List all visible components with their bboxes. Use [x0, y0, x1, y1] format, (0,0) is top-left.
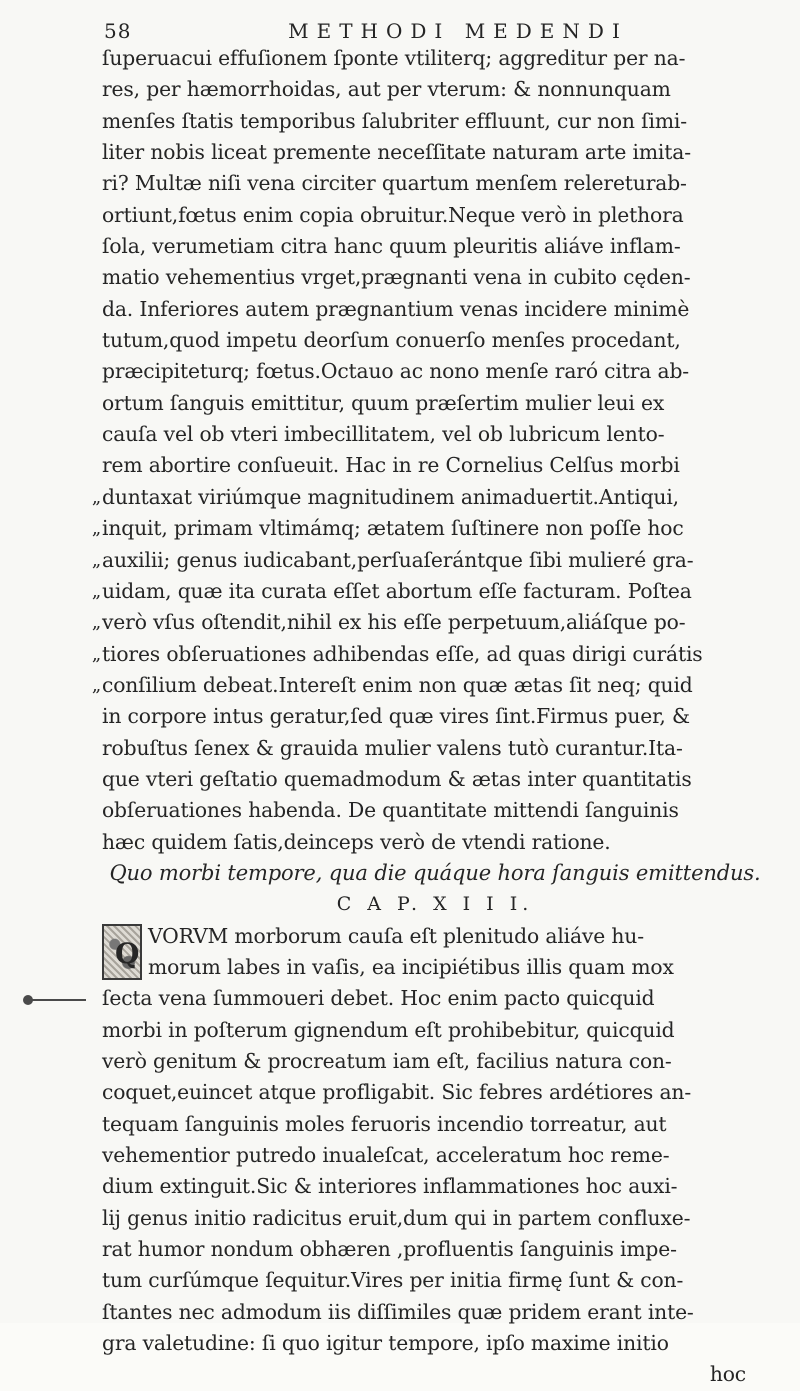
text-line: tutum,quod impetu deorſum conuerſo menſes procedant,	[102, 328, 681, 353]
text-line: que vteri geſtatio quemadmodum & ætas inter quantitatis	[102, 766, 692, 791]
text-line: rat humor nondum obhæren ,profluentis ſanguinis impe-	[102, 1237, 677, 1262]
text-line: morbi in poſterum gignendum eſt prohibebitur, quicquid	[102, 1017, 675, 1042]
catchword: hoc	[709, 1362, 746, 1387]
margin-pointer-mark	[30, 999, 86, 1001]
quote-mark: „	[91, 612, 101, 634]
text-line: ortiunt,fœtus enim copia obruitur.Neque verò in plethora	[102, 202, 684, 227]
text-line: robuſtus ſenex & grauida mulier valens tutò curantur.Ita-	[102, 735, 683, 760]
quote-mark: „	[91, 518, 101, 540]
quoted-line	[91, 607, 768, 638]
text-line: hæc quidem ſatis,deinceps verò de vtendi ratione.	[102, 829, 611, 854]
chapter-opening-text: VORVM morborum cauſa eſt plenitudo aliáve hu-	[148, 923, 644, 948]
text-line: tequam ſanguinis moles feruoris incendio torreatur, aut	[102, 1111, 667, 1136]
quoted-line	[91, 513, 768, 544]
text-line: rem abortire conſueuit. Hac in re Cornelius Celſus morbi	[102, 453, 680, 478]
text-line: ortum ſanguis emittitur, quum præſertim mulier leui ex	[102, 390, 665, 415]
page-header	[104, 16, 754, 46]
text-line: ri? Multæ niſi vena circiter quartum menſem relereturab-	[102, 171, 687, 196]
quoted-text: tiores obſeruationes adhibendas eſſe, ad quas dirigi curátis	[102, 641, 703, 666]
text-line: verò genitum & procreatum iam eſt, facilius natura con-	[102, 1049, 672, 1073]
quote-mark: „	[91, 674, 101, 696]
body-text	[91, 43, 768, 1391]
quoted-line	[91, 545, 768, 576]
text-line: ſuperuacui effuſionem ſponte vtiliterq; aggreditur per na-	[102, 46, 686, 70]
quoted-text: verò vſus oſtendit,nihil ex his eſſe perpetuum,aliáſque po-	[102, 610, 686, 635]
running-title: METHODI MEDENDI	[288, 19, 628, 43]
text-line: ſecta vena ſummoueri debet. Hoc enim pacto quicquid	[102, 986, 655, 1011]
text-line: gra valetudine: ſi quo igitur tempore, ipſo maxime initio	[102, 1331, 669, 1356]
quoted-line	[91, 576, 768, 607]
text-line: dium extinguit.Sic & interiores inflammationes hoc auxi-	[102, 1174, 678, 1199]
text-line: res, per hæmorrhoidas, aut per vterum: & nonnunquam	[102, 77, 671, 102]
text-line: obſeruationes habenda. De quantitate mittendi ſanguinis	[102, 798, 679, 823]
quote-mark: „	[91, 486, 101, 508]
text-line: matio vehementius vrget,prægnanti vena in cubito cęden-	[102, 265, 691, 290]
text-line: liter nobis liceat premente neceſſitate naturam arte imita-	[102, 140, 691, 165]
section-heading: Quo morbi tempore, qua die quáque hora ſanguis emittendus.	[109, 860, 761, 885]
quoted-line	[91, 639, 768, 670]
quoted-text: conſilium debeat.Intereſt enim non quæ ætas ſit neq; quid	[102, 672, 693, 697]
quoted-text: uidam, quæ ita curata eſſet abortum eſſe facturam. Poſtea	[102, 578, 692, 603]
text-line: menſes ſtatis temporibus ſalubriter effluunt, cur non ſimi-	[102, 108, 687, 133]
quote-mark: „	[91, 643, 101, 665]
page-number: 58	[104, 19, 132, 43]
quoted-text: auxilii; genus iudicabant,perſuaſerántque ſibi mulieré gra-	[102, 547, 694, 572]
quoted-line	[91, 482, 768, 513]
text-line: cauſa vel ob vteri imbecillitatem, vel ob lubricum lento-	[102, 422, 665, 447]
quote-mark: „	[91, 549, 101, 571]
text-line: da. Inferiores autem prægnantium venas incidere minimè	[102, 296, 690, 321]
text-line: morum labes in vaſis, ea incipiétibus illis quam mox	[148, 954, 674, 979]
text-line: in corpore intus geratur,ſed quæ vires ſint.Firmus puer, &	[102, 704, 690, 729]
text-line: præcipiteturq; fœtus.Octauo ac nono menſe raró citra ab-	[102, 359, 689, 384]
quote-mark: „	[91, 580, 101, 602]
text-line: tum curſúmque ſequitur.Vires per initia firmę ſunt & con-	[102, 1268, 684, 1293]
chapter-heading: C A P. X I I I.	[336, 893, 534, 916]
quoted-line	[91, 670, 768, 701]
text-line: coquet,euincet atque profligabit. Sic febres ardétiores an-	[102, 1080, 692, 1105]
text-line: vehementior putredo inualeſcat, acceleratum hoc reme-	[102, 1143, 670, 1168]
text-line: ſtantes nec admodum iis diſſimiles quæ pridem erant inte-	[102, 1299, 694, 1324]
quoted-text: duntaxat viriúmque magnitudinem animaduertit.Antiqui,	[102, 484, 679, 509]
text-line: lij genus initio radicitus eruit,dum qui in partem confluxe-	[102, 1205, 691, 1230]
quoted-text: inquit, primam vltimámq; ætatem ſuſtinere non poſſe hoc	[102, 516, 684, 541]
initial-letter: Q	[115, 936, 140, 970]
text-line: ſola, verumetiam citra hanc quum pleuritis aliáve inflam-	[102, 234, 681, 259]
